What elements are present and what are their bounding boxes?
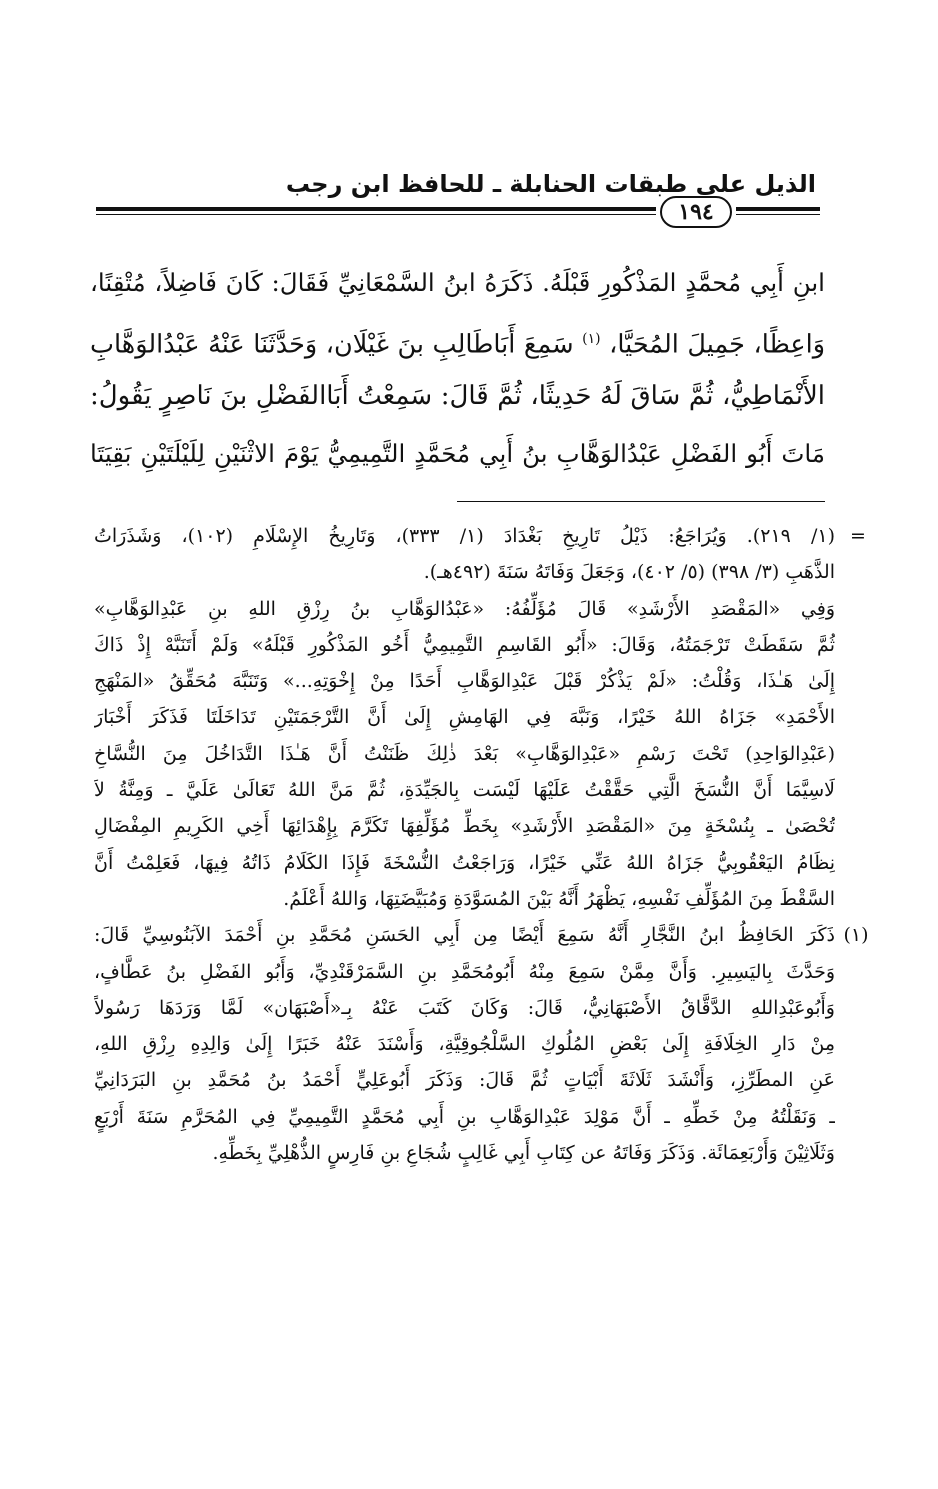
main-text-line: ابنِ أَبِي مُحمَّدٍ المَذْكُورِ قَبْلَهُ. ذَكَرَهُ ابنُ السَّمْعَانِيِّ فَقَالَ: كَانَ فَاضِلاً، مُتْقِنًا، — [90, 268, 825, 297]
footnote-line: الأَحْمَدِ» جَزَاهُ اللهُ خَيْرًا، وَنَبَّهَ فِي الهَامِشِ إِلَىٰ أَنَّ التَّرْجَمَتَيْنِ تَدَاخَلَتَا فَذَكَرَ أَخْبَارَ — [94, 706, 835, 729]
footnote-line: إِلَىٰ هَـٰذَا، وَقُلْتُ: «لَمْ يَذْكُرْ قَبْلَ عَبْدِالوَهَّابِ أَحَدًا مِنْ إِخْوَتِهِ...» وَتَنَبَّهَ مُحَقِّقُ «المَنْهَجِ — [94, 670, 835, 693]
main-text-line-with-footnote — [90, 311, 825, 368]
header-rule-right — [736, 207, 820, 218]
footnote-1 — [94, 917, 869, 1171]
footnote-line: (١/ ٢١٩). وَيُرَاجَعُ: ذَيْلُ تَارِيخِ بَغْدَادَ (١/ ٣٣٣)، وَتَارِيخُ الإِسْلَامِ (١٠٢)، وَشَذَرَاتُ — [94, 525, 835, 547]
footnote-reference: (١) — [582, 331, 601, 347]
footnotes — [94, 518, 869, 1171]
main-text-segment: وَاعِظًا، جَمِيلَ المُحَيَّا، — [609, 329, 825, 360]
main-text-line: مَاتَ أَبُو الفَضْلِ عَبْدُالوَهَّابِ بنُ أَبِي مُحَمَّدٍ التَّمِيمِيُّ يَوْمَ الاثْنَيْنِ لِلَيْلَتَيْنِ بَقِيَتَا — [90, 439, 825, 468]
footnote-line: السَّقْطَ مِنَ المُؤَلِّفِ نَفْسِهِ، يَظْهَرُ أَنَّهُ بَيْنَ المُسَوَّدَةِ وَمُبَيَّضَتِهَا، وَاللهُ أَعْلَمُ. — [283, 887, 835, 910]
footnote-line: وَحَدَّثَ بِاليَسِيرِ. وَأَنَّ مِمَّنْ سَمِعَ مِنْهُ أَبُومُحَمَّدِ بنِ السَّمَرْقَنْدِيِّ، وَأَبُو الفَضْلِ بنُ عَطَّافٍ، — [94, 960, 835, 983]
footnote-line: الذَّهَبِ (٣/ ٣٩٨) (٥/ ٤٠٢)، وَجَعَلَ وَفَاتَهُ سَنَةَ (٤٩٢هـ). — [423, 561, 835, 584]
footnote-separator — [457, 501, 825, 502]
footnote-line: (عَبْدِالوَاحِدِ) تَحْتَ رَسْمِ «عَبْدِالوَهَّابِ» بَعْدَ ذٰلِكَ ظَنَنْتُ أَنَّ هَـٰذَا التَّدَاخُلَ مِنَ النُّسَّاخِ — [94, 742, 835, 765]
continuation-marker: = — [850, 525, 866, 547]
footnote-line: ثُمَّ سَقَطَتْ تَرْجَمَتُهُ، وَقَالَ: «أَبُو القَاسِمِ التَّمِيمِيُّ أَخُو المَذْكُورِ قَبْلَهُ» وَلَمْ أَتَنَبَّهْ إِذْ ذَاكَ — [94, 633, 835, 656]
footnote-line: لَاسِيَّمَا أَنَّ النُّسَخَ الَّتِي حَقَّقْتُ عَلَيْهَا لَيْسَت بِالجَيِّدَةِ، ثُمَّ مَنَّ اللهُ تَعَالَىٰ عَلَيَّ ـ وَمِنَّةُ لاَ — [94, 779, 835, 802]
header-rule-left — [96, 207, 656, 218]
main-text-segment: سَمِعَ أَبَاطَالِبِ بنَ غَيْلَان، وَحَدَّثَنَا عَنْهُ عَبْدُالوَهَّابِ — [90, 329, 574, 360]
footnote-line: ذَكَرَ الحَافِظُ ابنُ النَّجَّارِ أَنَّهُ سَمِعَ أَيْضًا مِن أَبِي الحَسَنِ مُحَمَّدِ بنِ أَحْمَدَ الآبَنُوسِيِّ قَالَ: — [94, 924, 835, 947]
footnote-line: نِظَامُ اليَعْقُوبِيُّ جَزَاهُ اللهُ عَنِّي خَيْرًا، وَرَاجَعْتُ النُّسْخَةَ فَإِذَا الكَلَامُ ذَاتُهُ فِيهَا، فَعَلِمْتُ أَنَّ — [94, 851, 835, 874]
main-text — [90, 254, 825, 482]
main-text-line: الأَنْمَاطِيُّ، ثُمَّ سَاقَ لَهُ حَدِيثًا، ثُمَّ قَالَ: سَمِعْتُ أَبَاالفَضْلِ بنَ نَاصِرٍ يَقُولُ: — [90, 381, 825, 411]
footnote-line: مِنْ دَارِ الخِلَافَةِ إِلَىٰ بَعْضِ المُلُوكِ السَّلْجُوقِيَّةِ، وَأَسْنَدَ عَنْهُ خَبَرًا إِلَىٰ وَالِدِهِ رِزْقِ اللهِ، — [94, 1033, 835, 1056]
footnote-continued — [94, 518, 866, 917]
running-title: الذيل على طبقات الحنابلة ـ للحافظ ابن رجب — [285, 170, 816, 198]
footnote-line: عَنِ المطَرِّزِ، وَأَنْشَدَ ثَلَاثَةَ أَبْيَاتٍ ثُمَّ قَالَ: وَذَكَرَ أَبُوعَلِيٍّ أَحْمَدُ بنُ مُحَمَّدِ بنِ البَرَدَانِيِّ — [94, 1069, 835, 1092]
footnote-line: وَفِي «المَقْصَدِ الأَرْشَدِ» قَالَ مُؤَلِّفُهُ: «عَبْدُالوَهَّابِ بنُ رِزْقِ اللهِ بنِ عَبْدِالوَهَّابِ» — [94, 597, 835, 620]
footnote-line: ـ وَنَقَلْتُهُ مِنْ خَطِّهِ ـ أَنَّ مَوْلِدَ عَبْدِالوَهَّابِ بنِ أَبِي مُحَمَّدٍ التَّمِيمِيِّ فِي المُحَرَّمِ سَنَةَ أَرْبَعٍ — [94, 1105, 835, 1128]
page-number: ١٩٤ — [660, 196, 732, 228]
footnote-line: تُحْصَىٰ ـ بِنُسْخَةٍ مِنَ «المَقْصَدِ الأَرْشَدِ» بِخَطِّ مُؤَلِّفِهَا تَكَرَّمَ بِإِهْدَائِهَا أَخِي الكَرِيمِ المِفْضَالِ — [94, 815, 835, 838]
footnote-number: (١) — [843, 924, 869, 947]
footnote-line: وَثَلَاثِيْنَ وَأَرْبَعِمَائَة. وَذَكَرَ وَفَاتَهُ عن كِتَابِ أَبِي غَالِبٍ شُجَاعِ بنِ فَارِسٍ الذُّهْلِيِّ بِخَطِّهِ. — [212, 1142, 835, 1165]
footnote-line: وَأَبُوعَبْدِاللهِ الدَّقَّاقُ الأَصْبَهَانِيُّ، قَالَ: وَكَانَ كَتَبَ عَنْهُ بِـ«أَصْبَهَان» لَمَّا وَرَدَهَا رَسُولاً — [94, 996, 835, 1019]
